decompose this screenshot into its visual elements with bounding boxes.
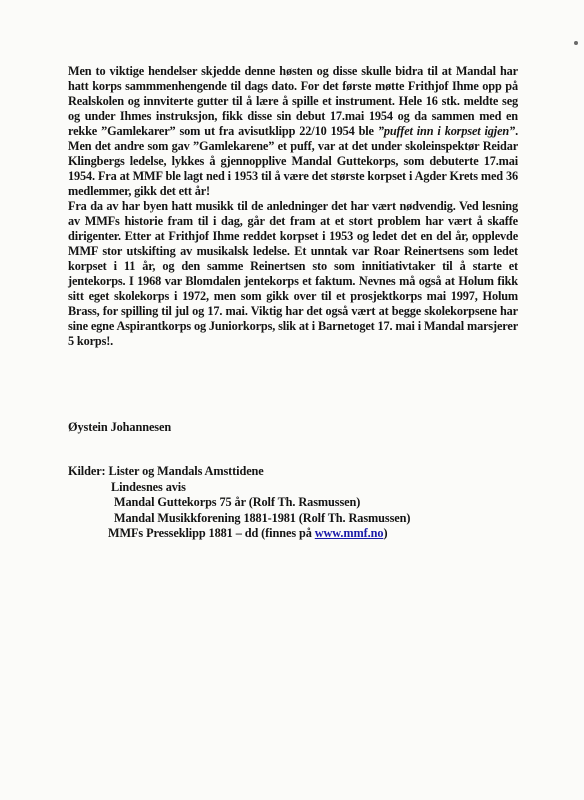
scan-speck: [574, 41, 578, 45]
source-item: Mandal Musikkforening 1881-1981 (Rolf Th. Rasmussen): [114, 510, 411, 525]
source-item: Lister og Mandals Amsttidene: [108, 464, 264, 478]
press-clippings-text: MMFs Presseklipp 1881 – dd (finnes på: [108, 526, 315, 541]
source-item: Lindesnes avis: [111, 479, 186, 494]
newspaper-quote: ”puffet inn i korpset igjen”: [377, 124, 516, 138]
mmf-website-link[interactable]: www.mmf.no: [314, 526, 384, 541]
paragraph-2: Fra da av har byen hatt musikk til de anledninger det har vært nødvendig. Ved lesning av MMFs historie fram til i dag, går det fram at et stort problem har vært å skaffe dirigenter. Etter at Frithjof Ihme reddet korpset i 1953 og ledet det en del år, opplevde MMF stor utskifting av musikalsk ledelse. Et unntak var Roar Reinertsens som ledet korpset i 11 år, og den samme Reinertsen sto som innitiativtaker til å starte et jentekorps. I 1968 var Blomdalen jentekorps et faktum. Nevnes må også at Holum fikk sitt eget skolekorps i 1972, men som gikk over til et prosjektkorps mai 1997, Holum Brass, for spilling til jul og 17. mai. Viktig har det også vært at begge skolekorpsene har sine egne Aspirantkorps og Juniorkorps, slik at i Barnetoget 17. mai i Mandal marsjerer 5 korps!.: [68, 199, 518, 348]
press-clippings-suffix: ): [383, 526, 388, 541]
sources-label: Kilder:: [68, 464, 109, 478]
paragraph-1: [68, 64, 518, 199]
paragraph-1-text-b: . Men det andre som gav ”Gamlekarene” et puff, var at det under skoleinspektør Reidar Klingbergs ledelse, lykkes å gjennopplive Mandal Guttekorps, som debuterte 17.mai 1954. Fra at MMF ble lagt ned i 1953 til å være det største korpset i Agder Krets med 36 medlemmer, gikk det ett år!: [68, 124, 518, 198]
source-item-press: [68, 526, 508, 542]
source-item: Mandal Guttekorps 75 år (Rolf Th. Rasmussen): [114, 495, 361, 510]
paragraph-1-text-a: Men to viktige hendelser skjedde denne høsten og disse skulle bidra til at Mandal har hatt korps sammmenhengende til dags dato. For det første møtte Frithjof Ihme opp på Realskolen og innviterte gutter til å lære å spille et instrument. Hele 16 stk. meldte seg og under Ihmes instruksjon, fikk disse sin debut 17.mai 1954 og da sammen med en rekke ”Gamlekarer” som ut fra avisutklipp 22/10 1954 ble: [68, 64, 518, 138]
sources-list: [68, 464, 508, 542]
source-line-1: [68, 464, 508, 480]
author-name: Øystein Johannesen: [68, 420, 172, 434]
article-body: [68, 64, 518, 349]
